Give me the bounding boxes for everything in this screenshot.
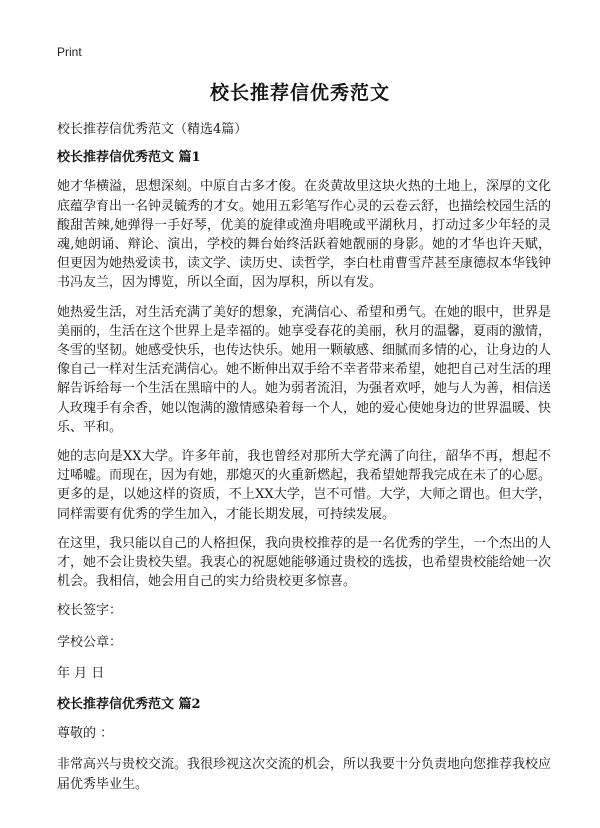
document-title: 校长推荐信优秀范文 [209, 82, 390, 104]
school-seal-line: 学校公章： [57, 634, 123, 650]
date-line: 年 月 日 [57, 665, 105, 681]
document-body [57, 120, 551, 804]
principal-signature-line: 校长签字： [57, 603, 123, 619]
section-2-heading: 校长推荐信优秀范文 篇2 [57, 697, 201, 713]
section-2-paragraph-1: 非常高兴与贵校交流。我很珍视这次交流的机会，所以我要十分负责地向您推荐我校应届优秀毕业生。 [57, 757, 552, 792]
section-2-greeting: 尊敬的 ： [57, 726, 114, 742]
section-1-paragraph-3: 她的志向是XX大学。许多年前，我也曾经对那所大学充满了向往，韶华不再，想起不过唏嘘。而现在，因为有她，那熄灭的火重新燃起，我希望她帮我完成在未了的心愿。更多的是，以她这样的资质，不上XX大学，岂不可惜。大学，大师之谓也。但大学，同样需要有优秀的学生加入，才能长期发展，可持续发展。 [57, 449, 552, 522]
print-label: Print [57, 45, 82, 59]
section-1-paragraph-1: 她才华横溢，思想深刻。中原自古多才俊。在炎黄故里这块火热的土地上，深厚的文化底蕴孕育出一名钟灵毓秀的才女。她用五彩笔写作心灵的云卷云舒，也描绘校园生活的酸甜苦辣,她弹得一手好琴，优美的旋律或渔舟唱晚或平湖秋月，打动过多少年轻的灵魂,她朗诵、辩论、演出，学校的舞台始终活跃着她靓丽的身影。她的才华也许天赋，但更因为她热爱读书，读文学、读历史、读哲学，李白杜甫曹雪芹甚至康德叔本华钱钟书冯友兰，因为博览，所以全面，因为厚积，所以有发。 [57, 179, 552, 291]
document-subtitle: 校长推荐信优秀范文（精选4篇） [57, 122, 248, 137]
section-1-paragraph-2: 她热爱生活，对生活充满了美好的想象，充满信心、希望和勇气。在她的眼中，世界是美丽的，生活在这个世界上是幸福的。她享受春花的美丽，秋月的温馨，夏雨的激情，冬雪的坚韧。她感受快乐，也传达快乐。她用一颗敏感、细腻而多情的心，让身边的人像自己一样对生活充满信心。她不断伸出双手给不幸者带来希望，她把自己对生活的理解告诉给每一个生活在黑暗中的人。她为弱者流泪，为强者欢呼，她与人为善，相信送人玫瑰手有余香，她以饱满的激情感染着每一个人，她的爱心使她身边的世界温暖、快乐、平和。 [57, 304, 552, 435]
section-1-heading: 校长推荐信优秀范文 篇1 [57, 150, 201, 166]
section-1-paragraph-4: 在这里，我只能以自己的人格担保，我向贵校推荐的是一名优秀的学生，一个杰出的人才，她不会让贵校失望。我衷心的祝愿她能够通过贵校的选拔，也希望贵校能给她一次机会。我相信，她会用自己的实力给贵校更多惊喜。 [57, 535, 552, 590]
